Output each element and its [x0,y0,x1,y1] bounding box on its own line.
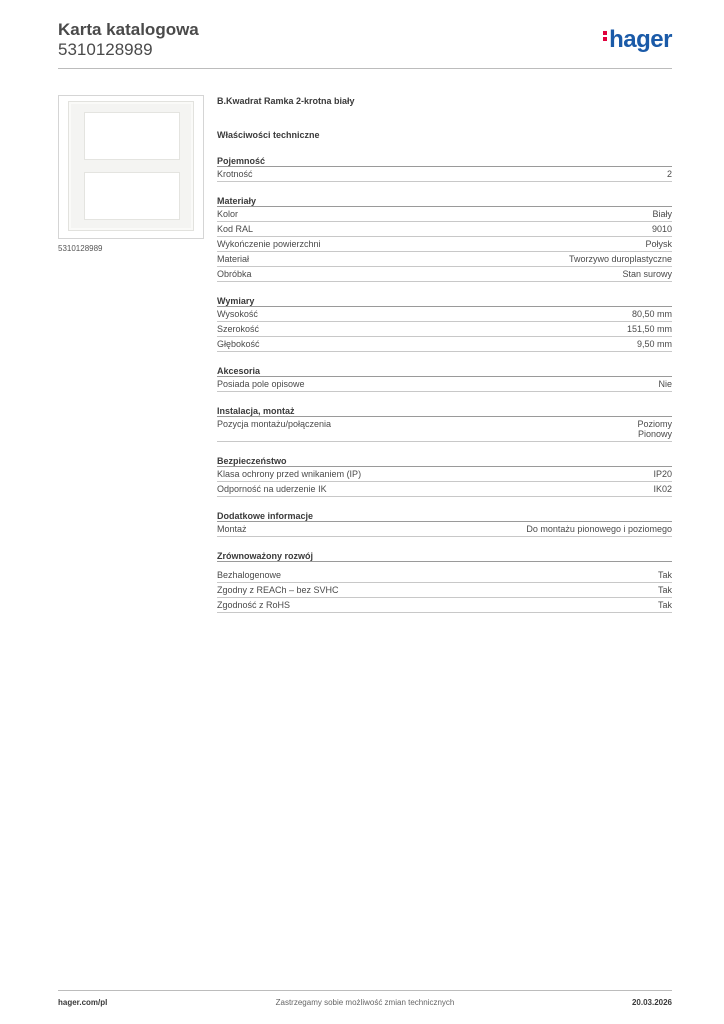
spec-value: IK02 [653,484,672,494]
spec-value: IP20 [653,469,672,479]
section-title: Dodatkowe informacje [217,511,672,522]
spec-row [217,222,672,237]
section-title: Akcesoria [217,366,672,377]
spec-row [217,307,672,322]
spec-row [217,207,672,222]
spec-value-line: Pionowy [637,429,672,439]
section-materials [217,196,672,282]
footer-date: 20.03.2026 [631,998,672,1007]
spec-label: Krotność [217,169,253,179]
spec-label: Klasa ochrony przed wnikaniem (IP) [217,469,362,479]
document-title: Karta katalogowa [58,20,199,39]
spec-row [217,337,672,352]
spec-value: 9,50 mm [636,339,672,349]
spec-value: Do montażu pionowego i poziomego [526,524,672,534]
logo-dots-icon [603,29,607,43]
spec-value: 9010 [651,224,672,234]
spec-label: Posiada pole opisowe [217,379,305,389]
frame-opening [84,172,180,220]
spec-value: Biały [652,209,672,219]
spec-label: Montaż [217,524,247,534]
section-title: Zrównoważony rozwój [217,551,672,562]
footer-divider [58,990,672,991]
spec-label: Kolor [217,209,239,219]
section-title: Bezpieczeństwo [217,456,672,467]
footer-disclaimer: Zastrzegamy sobie możliwość zmian technicznych [275,998,455,1007]
header-divider [58,68,672,69]
hager-logo [603,26,672,54]
spec-value: Tak [657,585,672,595]
spec-value: 80,50 mm [631,309,672,319]
section-sustainability [217,551,672,613]
product-image [58,95,204,239]
spec-label: Kod RAL [217,224,254,234]
spec-value: 2 [666,169,672,179]
spec-row [217,568,672,583]
section-installation [217,406,672,442]
product-name: B.Kwadrat Ramka 2-krotna biały [217,96,355,106]
spec-row [217,237,672,252]
spec-row [217,322,672,337]
image-caption: 5310128989 [58,244,103,253]
spec-value: Tworzywo duroplastyczne [568,254,672,264]
logo-text: hager [609,26,672,53]
spec-value [637,419,672,439]
spec-label: Wykończenie powierzchni [217,239,321,249]
spec-row [217,467,672,482]
spec-label: Głębokość [217,339,260,349]
spec-value: Nie [658,379,672,389]
frame-2-gang-icon [68,101,194,231]
spec-value: Stan surowy [622,269,672,279]
section-additional-info [217,511,672,537]
spec-value: 151,50 mm [626,324,672,334]
section-title: Instalacja, montaż [217,406,672,417]
spec-label: Wysokość [217,309,258,319]
section-title: Wymiary [217,296,672,307]
spec-label: Obróbka [217,269,252,279]
technical-properties-heading: Właściwości techniczne [217,130,320,140]
footer-website-link[interactable]: hager.com/pl [58,998,108,1007]
spec-value: Połysk [645,239,672,249]
spec-row [217,583,672,598]
spec-row [217,377,672,392]
section-safety [217,456,672,497]
spec-row [217,252,672,267]
spec-row [217,598,672,613]
section-accessories [217,366,672,392]
section-capacity [217,156,672,182]
spec-row [217,417,672,442]
section-title: Materiały [217,196,672,207]
spec-row [217,522,672,537]
spec-value: Tak [657,570,672,580]
section-dimensions [217,296,672,352]
spec-row [217,482,672,497]
spec-label: Zgodność z RoHS [217,600,291,610]
product-code: 5310128989 [58,40,153,59]
page-header [58,20,672,70]
frame-opening [84,112,180,160]
spec-label: Materiał [217,254,250,264]
spec-value-line: Poziomy [637,419,672,429]
spec-label: Odporność na uderzenie IK [217,484,327,494]
spec-label: Bezhalogenowe [217,570,282,580]
spec-label: Szerokość [217,324,260,334]
spec-content [217,96,672,613]
section-title: Pojemność [217,156,672,167]
spec-label: Pozycja montażu/połączenia [217,419,332,429]
spec-value: Tak [657,600,672,610]
spec-row [217,267,672,282]
spec-row [217,167,672,182]
spec-label: Zgodny z REACh – bez SVHC [217,585,339,595]
